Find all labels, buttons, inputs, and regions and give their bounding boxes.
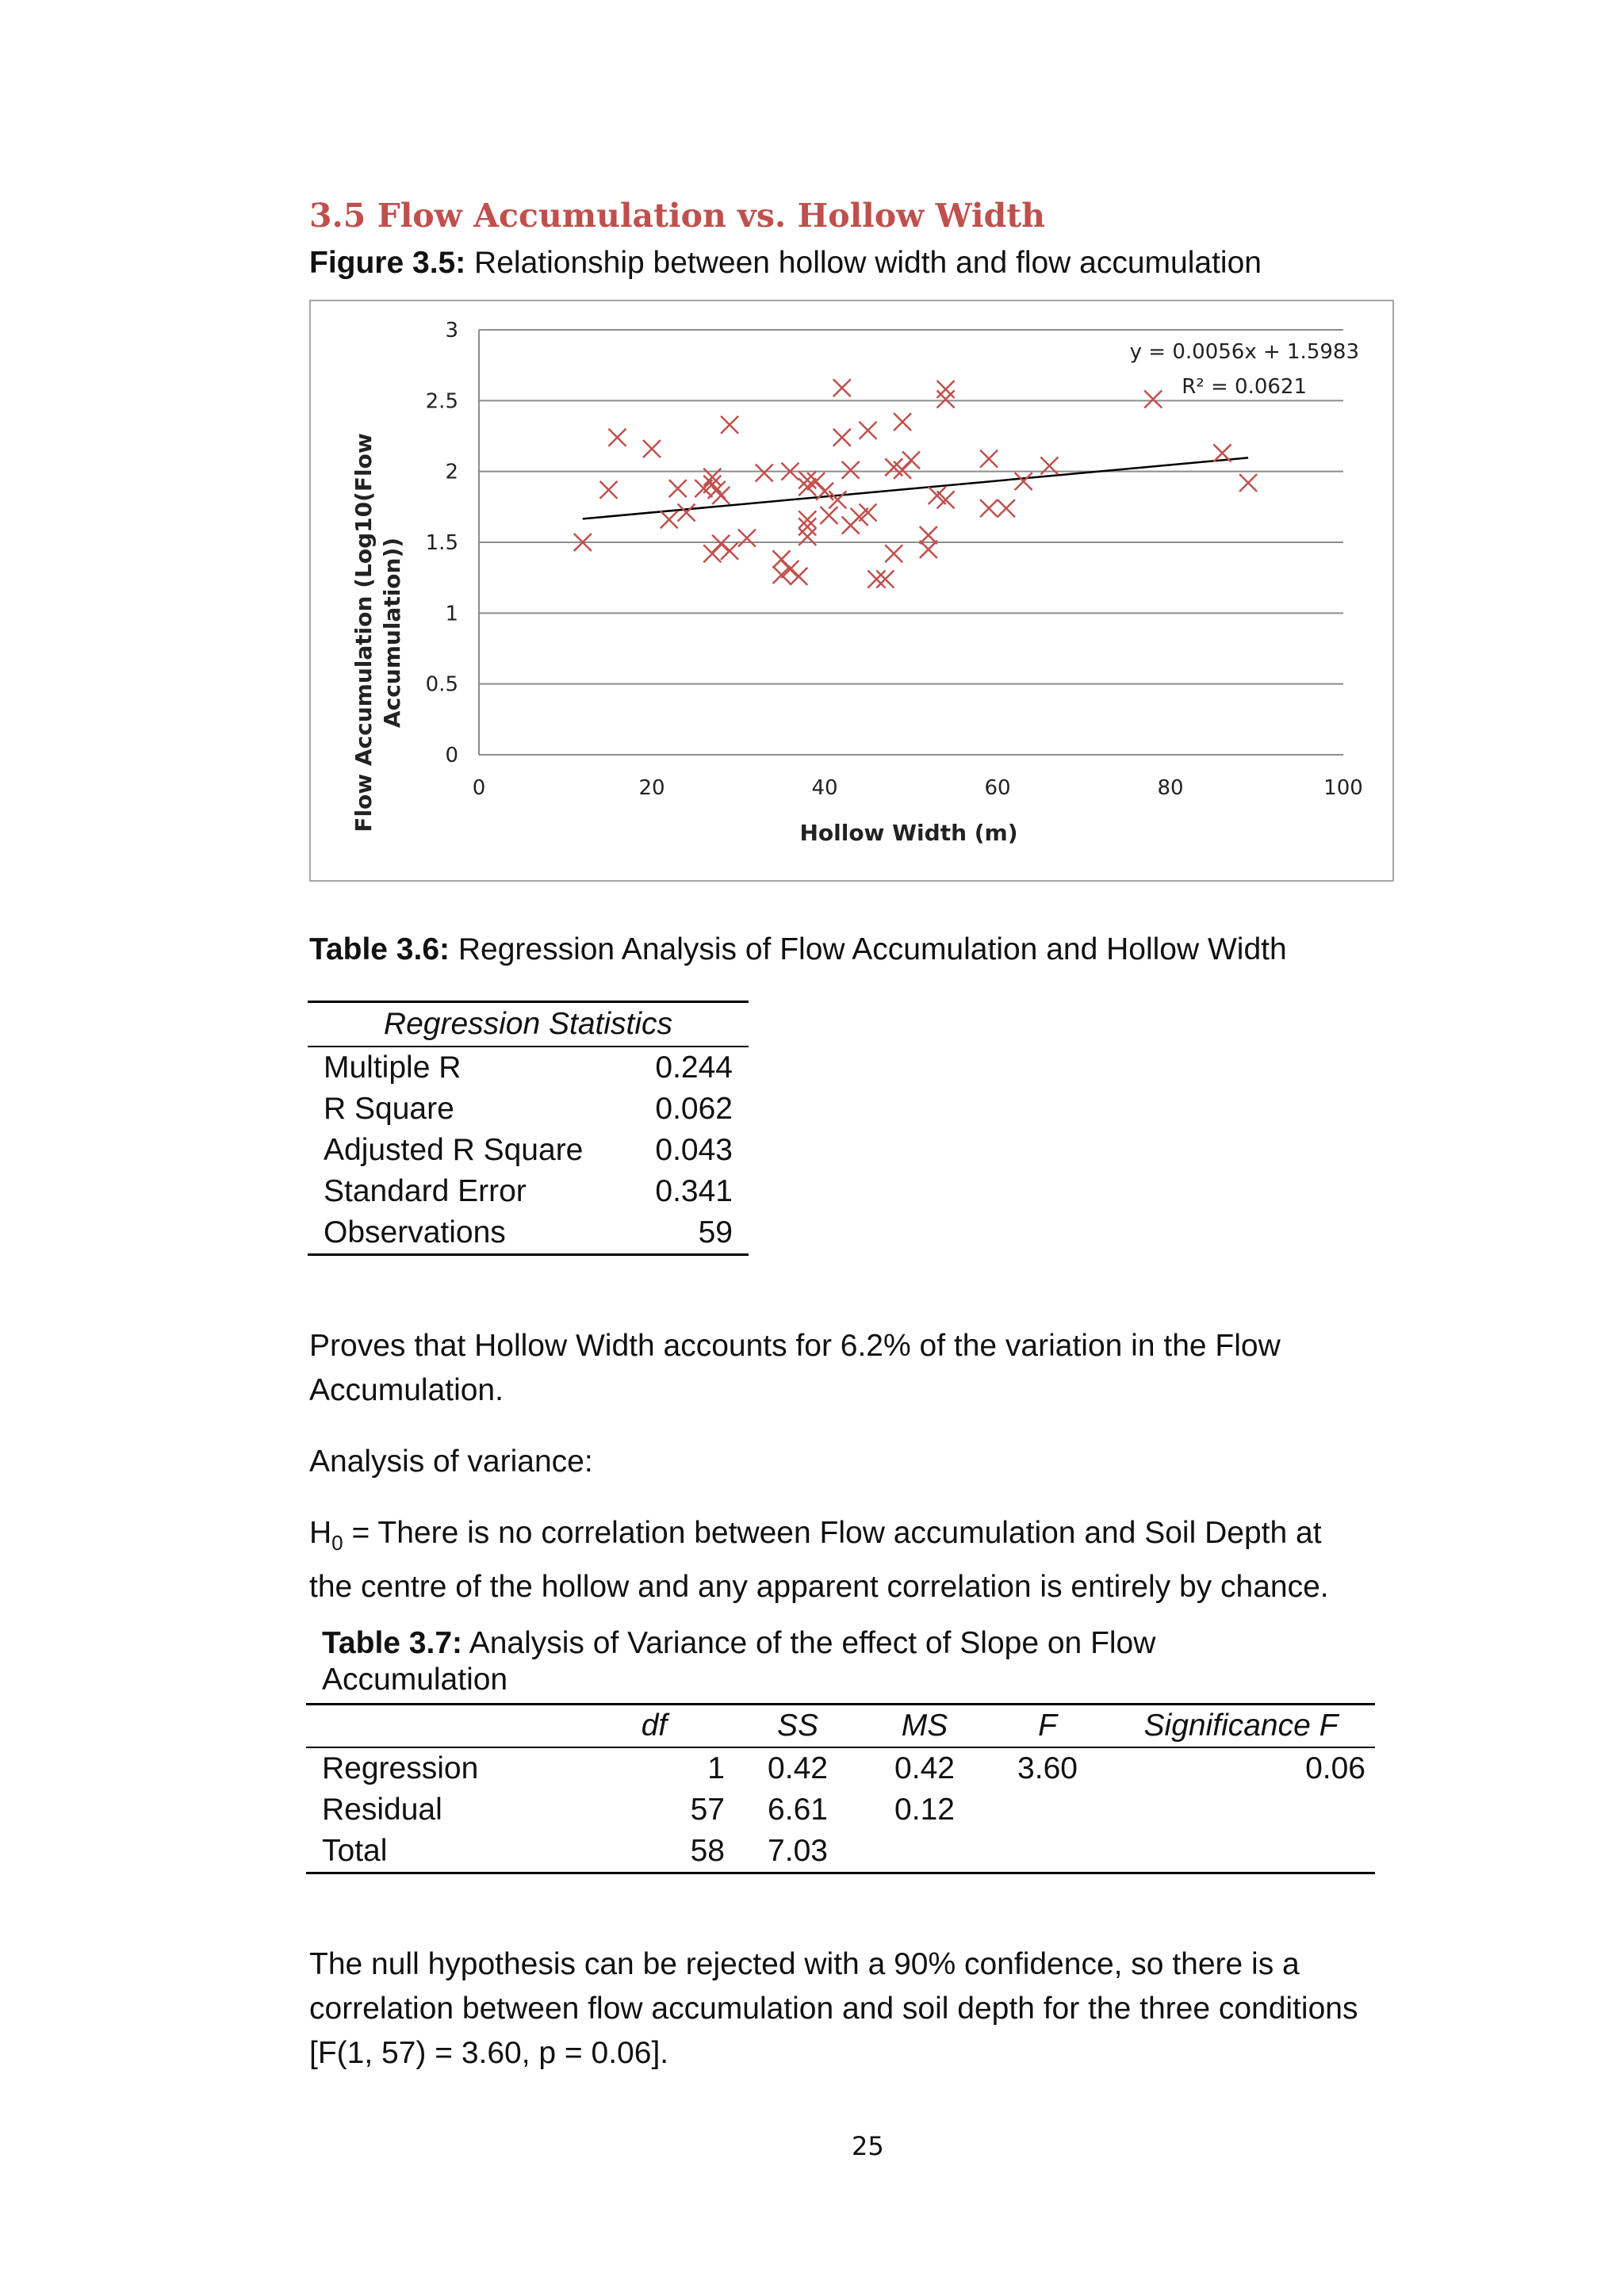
data-point [868,570,885,587]
data-point [885,545,902,562]
stat-value: 0.341 [655,1174,733,1208]
data-point [920,541,937,558]
data-point [756,464,773,481]
data-point [820,507,837,524]
table37-text-2: Accumulation [322,1663,508,1697]
table-row [308,1130,749,1171]
x-tick-label: 40 [811,776,838,800]
anova-header-df: df [607,1705,734,1748]
data-point [1015,473,1032,490]
data-point [721,416,738,434]
figure-caption [309,246,1262,281]
data-point [980,499,998,517]
figure-label: Figure 3.5: [309,246,466,280]
y-tick-label: 1.5 [425,531,458,555]
data-point [937,391,955,408]
scatter-chart [309,300,1394,882]
chart-svg [311,301,1392,880]
data-point [669,480,687,497]
data-point [643,440,661,457]
data-point [1144,391,1162,408]
data-point [902,451,920,469]
stat-name: Standard Error [324,1174,527,1208]
data-point [860,422,877,439]
table-row [308,1047,749,1089]
data-point [781,561,799,578]
stat-value: 0.062 [655,1092,733,1126]
stat-value: 59 [628,1212,749,1255]
table-row [308,1171,749,1212]
data-points [574,379,1257,587]
table-row: Residual 57 6.61 0.12 [322,1793,955,1827]
conclusion-line: The null hypothesis can be rejected with a 90% confidence, so there is a [309,1947,1300,1981]
y-axis-label-line1: Flow Accumulation (Log10(Flow [350,433,377,832]
data-point [860,503,877,521]
x-tick-label: 100 [1323,776,1363,800]
y-axis-label-line2: Accumulation)) [379,537,405,729]
anova-header-f: F [988,1705,1107,1748]
x-tick-label: 60 [984,776,1011,800]
y-tick-label: 1 [445,602,458,626]
r-squared-label: R² = 0.0621 [1182,375,1307,399]
data-point [738,530,756,547]
data-point [608,429,626,446]
conclusion-paragraph [309,1942,1358,2076]
anova-header-ss: SS [734,1705,861,1748]
data-point [937,491,955,508]
hypothesis-symbol: H [309,1516,332,1550]
stat-value: 0.043 [655,1133,733,1167]
data-point [678,503,695,521]
conclusion-line: [F(1, 57) = 3.60, p = 0.06]. [309,2036,669,2070]
figure-text: Relationship between hollow width and flow accumulation [465,246,1262,280]
data-point [894,413,911,430]
table37-label: Table 3.7: [322,1626,463,1660]
paragraph-line: Accumulation. [309,1373,504,1407]
data-point [876,570,894,587]
data-point [980,450,998,468]
table-row [308,1212,749,1255]
stat-name: Adjusted R Square [324,1133,584,1167]
regression-stats-table [308,1001,749,1256]
data-point [712,487,730,504]
stat-name: R Square [324,1092,454,1126]
null-hypothesis [309,1511,1329,1609]
y-tick-label: 2.5 [425,389,458,414]
y-tick-label: 0.5 [425,672,458,697]
data-point [998,499,1015,517]
anova-intro: Analysis of variance: [309,1445,593,1479]
table-row: Total 58 7.03 [306,1831,1375,1873]
anova-header-ms: MS [861,1705,988,1748]
table37-text: Analysis of Variance of the effect of Slope on Flow [462,1626,1156,1660]
x-tick-label: 0 [472,776,486,800]
variation-paragraph [309,1324,1281,1413]
data-point [833,379,851,396]
x-axis-label: Hollow Width (m) [799,820,1018,846]
y-tick-label: 0 [445,744,458,767]
hypothesis-text: = There is no correlation between Flow accumulation and Soil Depth at [343,1516,1322,1550]
stat-name: Observations [308,1212,628,1255]
table-row [308,1089,749,1130]
y-tick-label: 3 [445,319,458,342]
x-tick-label: 80 [1157,776,1184,800]
data-point [790,568,807,585]
trend-equation: y = 0.0056x + 1.5983 [1129,340,1359,364]
regression-stats-header: Regression Statistics [308,1002,749,1047]
table36-caption [309,932,1287,967]
page-number: 25 [852,2131,884,2161]
data-point [1239,474,1257,492]
anova-header-significance: Significance F [1107,1705,1375,1748]
data-point [829,491,846,508]
stat-value: 0.244 [655,1050,733,1085]
data-point [937,381,955,398]
data-point [712,535,730,553]
table37-caption [322,1625,1155,1698]
anova-table [306,1703,1375,1874]
data-point [833,429,851,446]
y-tick-label: 2 [445,460,458,484]
stat-name: Multiple R [324,1050,462,1085]
data-point [842,461,860,479]
data-point [661,511,678,528]
table-row: Regression 1 0.42 0.42 3.60 0.06 [322,1751,1365,1785]
data-point [920,526,937,544]
table36-text: Regression Analysis of Flow Accumulation and Hollow Width [450,932,1287,966]
table36-label: Table 3.6: [309,932,450,966]
conclusion-line: correlation between flow accumulation and soil depth for the three conditions [309,1992,1358,2026]
anova-header-blank [306,1705,607,1748]
hypothesis-subscript: 0 [331,1530,343,1555]
x-tick-label: 20 [638,776,665,800]
data-point [600,481,618,499]
hypothesis-text-2: the centre of the hollow and any apparent correlation is entirely by chance. [309,1569,1329,1604]
data-point [721,542,738,560]
paragraph-line: Proves that Hollow Width accounts for 6.2% of the variation in the Flow [309,1329,1281,1363]
data-point [773,566,791,584]
section-heading: 3.5 Flow Accumulation vs. Hollow Width [309,197,1045,235]
